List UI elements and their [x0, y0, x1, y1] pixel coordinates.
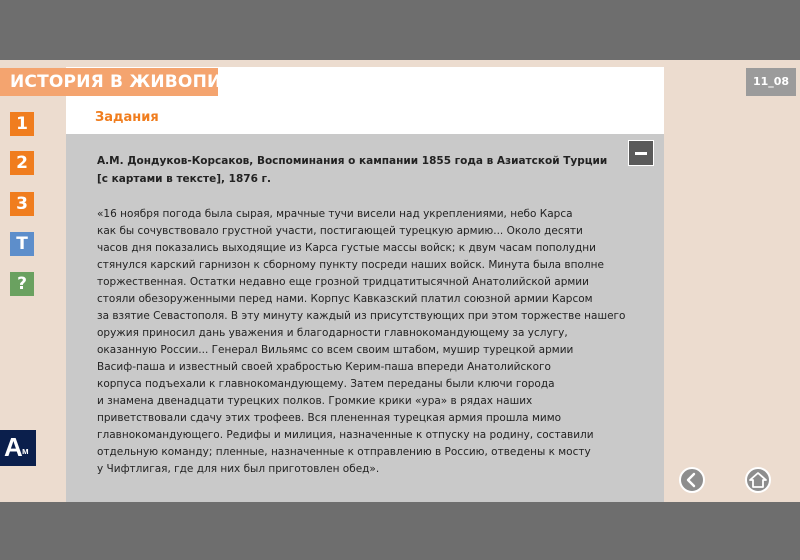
body-line: главнокомандующего. Редифы и милиция, назначенные к отпуску на родину, составили — [97, 429, 594, 441]
body-line: «16 ноября погода была сырая, мрачные тучи висели над укреплениями, небо Карса — [97, 208, 573, 220]
nav-button-3[interactable]: 3 — [10, 192, 34, 216]
back-button[interactable] — [679, 467, 705, 493]
body-line: у Чифтлигая, где для них был приготовлен обед». — [97, 463, 380, 475]
document-panel — [66, 134, 664, 502]
document-body — [97, 206, 626, 478]
top-letterbox — [0, 0, 800, 60]
minus-icon[interactable] — [628, 140, 654, 166]
publisher-logo — [0, 430, 36, 466]
body-line: как бы сочувствовало грустной участи, постигающей турецкую армию... Около десяти — [97, 225, 583, 237]
nav-button-2[interactable]: 2 — [10, 151, 34, 175]
nav-button-1[interactable]: 1 — [10, 112, 34, 136]
section-title: Задания — [95, 110, 159, 125]
logo-letter-small: м — [22, 446, 29, 456]
app-title: ИСТОРИЯ В ЖИВОПИСИ — [0, 68, 218, 96]
body-line: приветствовали сдачу этих трофеев. Вся плененная турецкая армия прошла мимо — [97, 412, 562, 424]
body-line: и знамена двенадцати турецких полков. Громкие крики «ура» в рядах наших — [97, 395, 533, 407]
home-icon — [747, 469, 769, 491]
home-button[interactable] — [745, 467, 771, 493]
nav-button-text[interactable]: Т — [10, 232, 34, 256]
app-window — [0, 60, 800, 502]
body-line: Васиф-паша и известный своей храбростью Керим-паша впереди Анатолийского — [97, 361, 551, 373]
body-line: отдельную команду; пленные, назначенные к отправлению в Россию, отведены к мосту — [97, 446, 591, 458]
heading-line: А.М. Дондуков-Корсаков, Воспоминания о кампании 1855 года в Азиатской Турции — [97, 155, 608, 167]
body-line: стояли обезоруженными перед нами. Корпус Кавказский платил союзной армии Карсом — [97, 293, 593, 305]
page-code-badge: 11_08 — [746, 68, 796, 96]
heading-line: [с картами в тексте], 1876 г. — [97, 173, 272, 185]
bottom-letterbox — [0, 502, 800, 560]
body-line: за взятие Севастополя. В эту минуту каждый из присутствующих при этом торжестве нашего — [97, 310, 626, 322]
logo-letter-large: А — [4, 432, 23, 462]
body-line: корпуса подъехали к главнокомандующему. Затем переданы были ключи города — [97, 378, 555, 390]
body-line: торжественная. Остатки недавно еще грозной тридцатитысячной Анатолийской армии — [97, 276, 589, 288]
nav-button-help[interactable]: ? — [10, 272, 34, 296]
body-line: стянулся карский гарнизон к сборному пункту посреди наших войск. Минута была вполне — [97, 259, 604, 271]
body-line: оказанную России... Генерал Вильямс со всем своим штабом, мушир турецкой армии — [97, 344, 574, 356]
body-line: часов дня показались выходящие из Карса густые массы войск; к двум часам пополудни — [97, 242, 596, 254]
body-line: оружия приносил дань уважения и благодарности главнокомандующему за услугу, — [97, 327, 568, 339]
document-heading — [97, 152, 617, 188]
chevron-left-icon — [681, 469, 703, 491]
